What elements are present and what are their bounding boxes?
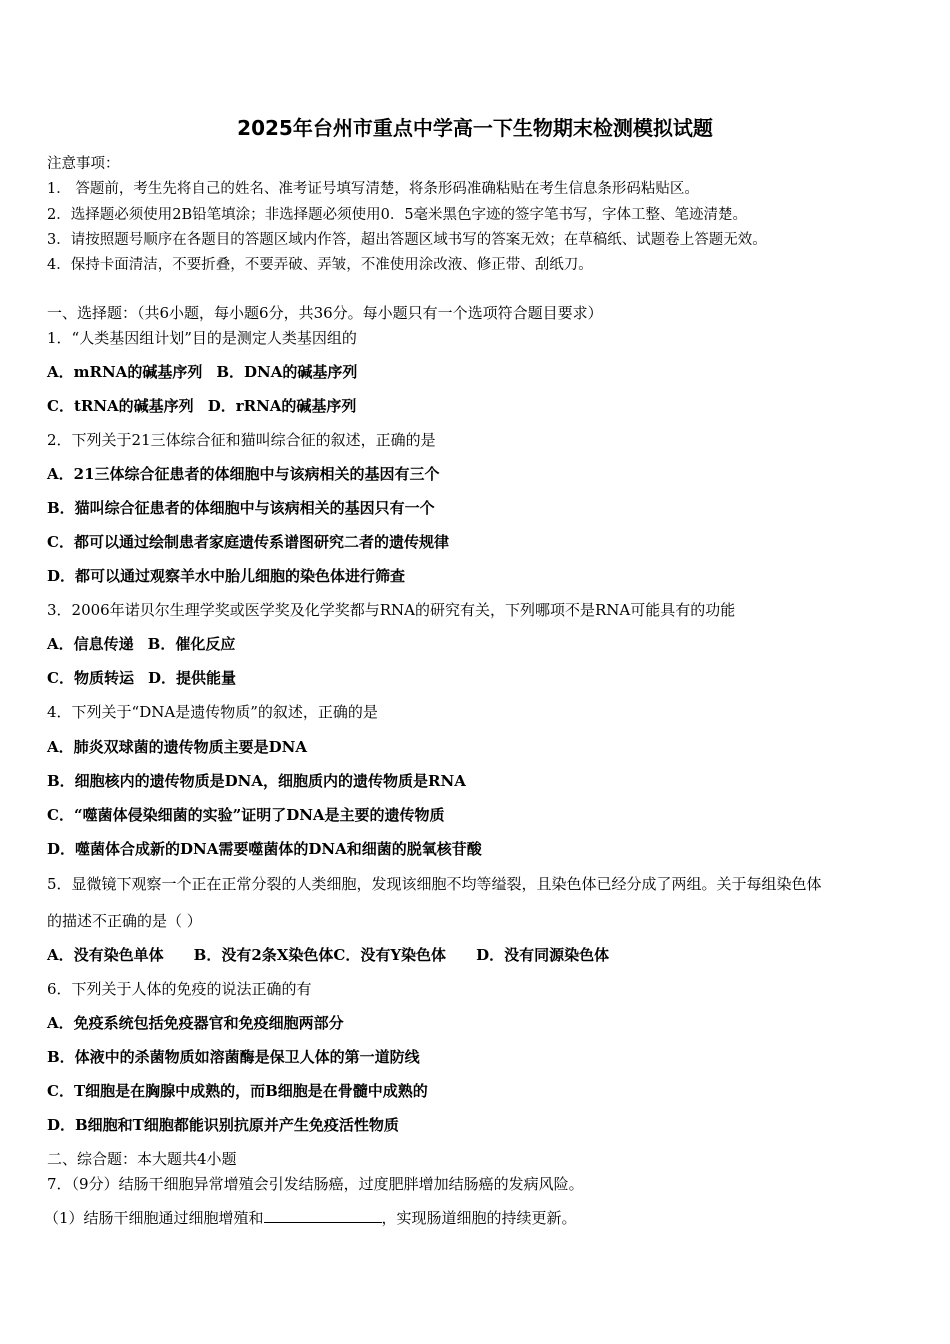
question-5-stem-line-1: 5．显微镜下观察一个正在正常分裂的人类细胞，发现该细胞不均等缢裂，且染色体已经分成了两组。关于每组染色体 (47, 875, 822, 893)
question-6-option-d: D．B细胞和T细胞都能识别抗原并产生免疫活性物质 (47, 1116, 399, 1134)
question-5-option-b: B．没有2条X染色体 (193, 946, 334, 964)
question-4-option-d: D．噬菌体合成新的DNA需要噬菌体的DNA和细菌的脱氧核苷酸 (47, 840, 482, 858)
question-7-stem: 7．（9分）结肠干细胞异常增殖会引发结肠癌，过度肥胖增加结肠癌的发病风险。 (47, 1175, 584, 1193)
question-5-option-d: D．没有同源染色体 (476, 946, 610, 964)
question-1-options-row-1 (47, 361, 357, 382)
section-1-heading: 一、选择题：（共6小题，每小题6分，共36分。每小题只有一个选项符合题目要求） (47, 304, 603, 322)
notice-heading: 注意事项： (47, 156, 120, 172)
notice-item-4: 4．保持卡面清洁，不要折叠，不要弄破、弄皱，不准使用涂改液、修正带、刮纸刀。 (47, 257, 593, 273)
notice-item-3: 3．请按照题号顺序在各题目的答题区域内作答，超出答题区域书写的答案无效；在草稿纸、试题卷上答题无效。 (47, 232, 767, 248)
question-6-option-a: A．免疫系统包括免疫器官和免疫细胞两部分 (47, 1014, 344, 1032)
question-2-stem: 2．下列关于21三体综合征和猫叫综合征的叙述，正确的是 (47, 431, 436, 449)
question-3-options-row-2 (47, 667, 236, 688)
notice-item-2: 2．选择题必须使用2B铅笔填涂；非选择题必须使用0．5毫米黑色字迹的签字笔书写，字体工整、笔迹清楚。 (47, 207, 748, 223)
question-3-options-row-1 (47, 633, 235, 654)
page-title: 2025年台州市重点中学高一下生物期末检测模拟试题 (237, 116, 713, 140)
question-1-options-row-2 (47, 395, 356, 416)
answer-blank[interactable] (264, 1208, 382, 1223)
question-1-option-a: A．mRNA的碱基序列 (47, 363, 203, 381)
question-5-stem-line-2: 的描述不正确的是（ ） (47, 912, 202, 930)
question-5-option-a: A．没有染色单体 (47, 946, 164, 964)
section-2-heading: 二、综合题：本大题共4小题 (47, 1150, 237, 1168)
question-6-option-b: B．体液中的杀菌物质如溶菌酶是保卫人体的第一道防线 (47, 1048, 420, 1066)
question-7-sub-1-after: ，实现肠道细胞的持续更新。 (381, 1209, 577, 1227)
question-1-option-b: B．DNA的碱基序列 (216, 363, 358, 381)
question-2-option-d: D．都可以通过观察羊水中胎儿细胞的染色体进行筛查 (47, 567, 406, 585)
question-4-option-c: C．“噬菌体侵染细菌的实验”证明了DNA是主要的遗传物质 (47, 806, 445, 824)
question-3-option-a: A．信息传递 (47, 635, 134, 653)
question-3-option-c: C．物质转运 (47, 669, 134, 687)
notice-item-1: 1． 答题前，考生先将自己的姓名、准考证号填写清楚，将条形码准确粘贴在考生信息条形码粘贴区。 (47, 181, 699, 197)
question-2-option-b: B．猫叫综合征患者的体细胞中与该病相关的基因只有一个 (47, 499, 435, 517)
question-1-stem: 1．“人类基因组计划”目的是测定人类基因组的 (47, 329, 357, 347)
question-5-options-row (47, 944, 609, 965)
question-7-sub-1 (44, 1207, 577, 1228)
question-3-stem: 3．2006年诺贝尔生理学奖或医学奖及化学奖都与RNA的研究有关，下列哪项不是RNA可能具有的功能 (47, 601, 736, 619)
question-2-option-a: A．21三体综合征患者的体细胞中与该病相关的基因有三个 (47, 465, 440, 483)
question-4-stem: 4．下列关于“DNA是遗传物质”的叙述，正确的是 (47, 703, 378, 721)
question-6-option-c: C．T细胞是在胸腺中成熟的，而B细胞是在骨髓中成熟的 (47, 1082, 428, 1100)
question-1-option-d: D．rRNA的碱基序列 (207, 397, 357, 415)
question-2-option-c: C．都可以通过绘制患者家庭遗传系谱图研究二者的遗传规律 (47, 533, 449, 551)
question-7-sub-1-before: （1）结肠干细胞通过细胞增殖和 (44, 1209, 264, 1227)
question-4-option-b: B．细胞核内的遗传物质是DNA，细胞质内的遗传物质是RNA (47, 772, 466, 790)
question-6-stem: 6．下列关于人体的免疫的说法正确的有 (47, 980, 312, 998)
question-5-option-c: C．没有Y染色体 (333, 946, 447, 964)
question-4-option-a: A．肺炎双球菌的遗传物质主要是DNA (47, 738, 307, 756)
question-1-option-c: C．tRNA的碱基序列 (47, 397, 194, 415)
question-3-option-b: B．催化反应 (147, 635, 236, 653)
question-3-option-d: D．提供能量 (147, 669, 236, 687)
